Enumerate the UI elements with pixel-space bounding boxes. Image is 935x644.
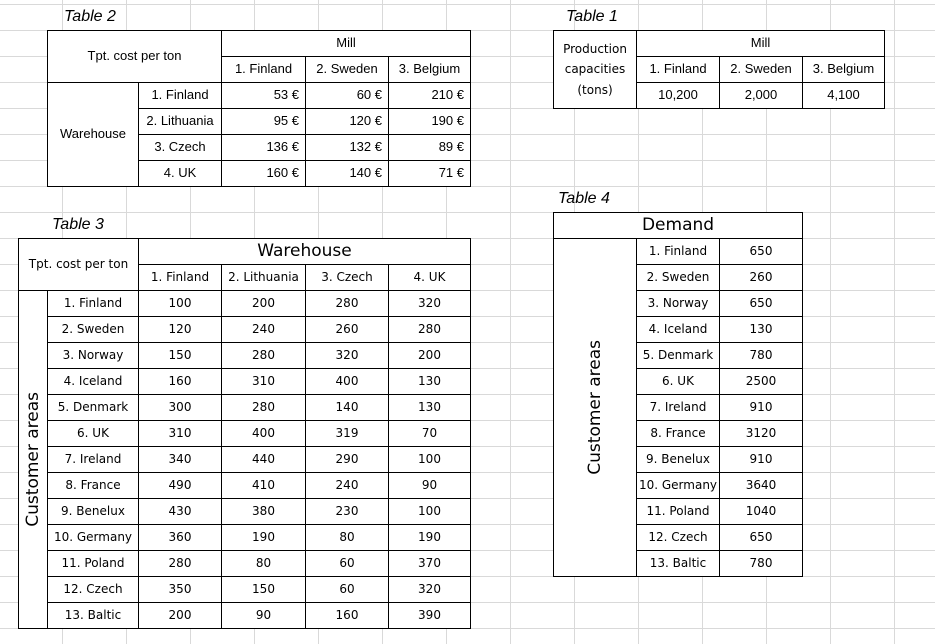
t2-cell: 136 € — [221, 134, 306, 161]
t2-cell: 71 € — [388, 160, 471, 187]
t2-cell: 95 € — [221, 108, 306, 135]
t2-cell: 140 € — [305, 160, 389, 187]
t3-cell: 390 — [388, 602, 471, 629]
t3-cell: 260 — [305, 316, 389, 343]
t1-corner-line: Production — [563, 41, 627, 56]
t3-cell: 490 — [138, 472, 222, 499]
t2-row-header: 4. UK — [138, 160, 222, 187]
t3-cell: 430 — [138, 498, 222, 525]
t3-cell: 100 — [388, 446, 471, 473]
t4-cell: 650 — [719, 524, 803, 551]
t3-cell: 310 — [221, 368, 306, 395]
t3-cell: 140 — [305, 394, 389, 421]
t3-row-header: 10. Germany — [47, 524, 139, 551]
t4-cell: 130 — [719, 316, 803, 343]
t4-side-header — [553, 238, 637, 577]
t3-cell: 90 — [388, 472, 471, 499]
t2-cell: 160 € — [221, 160, 306, 187]
t3-cell: 320 — [388, 290, 471, 317]
t3-cell: 100 — [138, 290, 222, 317]
t4-row-header: 13. Baltic — [636, 550, 720, 577]
t3-cell: 130 — [388, 368, 471, 395]
t1-cell: 4,100 — [802, 82, 885, 109]
t3-corner-label: Tpt. cost per ton — [18, 238, 139, 291]
t3-cell: 320 — [305, 342, 389, 369]
t2-row-header: 3. Czech — [138, 134, 222, 161]
t2-row-header: 2. Lithuania — [138, 108, 222, 135]
t4-row-header: 11. Poland — [636, 498, 720, 525]
t1-col-header: 1. Finland — [636, 56, 720, 83]
t3-cell: 200 — [138, 602, 222, 629]
t3-cell: 150 — [221, 576, 306, 603]
t2-cell: 60 € — [305, 82, 389, 109]
t4-cell: 3640 — [719, 472, 803, 499]
table2-title: Table 2 — [64, 8, 116, 25]
t3-cell: 400 — [221, 420, 306, 447]
t3-cell: 360 — [138, 524, 222, 551]
t3-side-header-label: Customer areas — [22, 392, 43, 527]
t3-cell: 240 — [305, 472, 389, 499]
t2-row-header: 1. Finland — [138, 82, 222, 109]
t3-cell: 320 — [388, 576, 471, 603]
t4-row-header: 6. UK — [636, 368, 720, 395]
t2-col-header: 1. Finland — [221, 56, 306, 83]
t4-row-header: 5. Denmark — [636, 342, 720, 369]
t3-col-header: 2. Lithuania — [221, 264, 306, 291]
t4-row-header: 7. Ireland — [636, 394, 720, 421]
t1-corner-line: capacities — [564, 62, 626, 77]
t3-cell: 160 — [138, 368, 222, 395]
t2-cell: 132 € — [305, 134, 389, 161]
t2-col-header: 2. Sweden — [305, 56, 389, 83]
t3-col-header: 3. Czech — [305, 264, 389, 291]
t3-cell: 410 — [221, 472, 306, 499]
t3-warehouse-header: Warehouse — [138, 238, 471, 265]
t4-cell: 3120 — [719, 420, 803, 447]
t4-cell: 910 — [719, 394, 803, 421]
t3-row-header: 11. Poland — [47, 550, 139, 577]
t3-cell: 60 — [305, 550, 389, 577]
t3-cell: 120 — [138, 316, 222, 343]
t3-cell: 70 — [388, 420, 471, 447]
table3-title: Table 3 — [52, 216, 104, 233]
t3-cell: 280 — [305, 290, 389, 317]
t3-cell: 380 — [221, 498, 306, 525]
table1-title: Table 1 — [566, 8, 618, 25]
t4-row-header: 10. Germany — [636, 472, 720, 499]
t3-row-header: 9. Benelux — [47, 498, 139, 525]
t3-cell: 80 — [305, 524, 389, 551]
t3-cell: 370 — [388, 550, 471, 577]
t3-cell: 340 — [138, 446, 222, 473]
t3-row-header: 6. UK — [47, 420, 139, 447]
t3-cell: 400 — [305, 368, 389, 395]
t4-row-header: 2. Sweden — [636, 264, 720, 291]
t4-cell: 1040 — [719, 498, 803, 525]
t3-cell: 280 — [388, 316, 471, 343]
t3-cell: 440 — [221, 446, 306, 473]
t2-cell: 120 € — [305, 108, 389, 135]
t4-row-header: 3. Norway — [636, 290, 720, 317]
t4-row-header: 12. Czech — [636, 524, 720, 551]
t2-col-header: 3. Belgium — [388, 56, 471, 83]
t1-col-header: 3. Belgium — [802, 56, 885, 83]
t1-corner-line: (tons) — [577, 82, 613, 97]
t2-cell: 53 € — [221, 82, 306, 109]
t3-cell: 130 — [388, 394, 471, 421]
t3-cell: 90 — [221, 602, 306, 629]
table4-title: Table 4 — [558, 190, 610, 207]
t4-cell: 2500 — [719, 368, 803, 395]
t3-cell: 300 — [138, 394, 222, 421]
t3-cell: 60 — [305, 576, 389, 603]
t4-row-header: 4. Iceland — [636, 316, 720, 343]
t3-cell: 190 — [221, 524, 306, 551]
t3-cell: 160 — [305, 602, 389, 629]
t4-row-header: 9. Benelux — [636, 446, 720, 473]
t2-cell: 190 € — [388, 108, 471, 135]
t3-row-header: 4. Iceland — [47, 368, 139, 395]
t4-cell: 910 — [719, 446, 803, 473]
t3-cell: 280 — [221, 394, 306, 421]
t1-cell: 10,200 — [636, 82, 720, 109]
t3-cell: 100 — [388, 498, 471, 525]
t3-row-header: 5. Denmark — [47, 394, 139, 421]
t1-col-header: 2. Sweden — [719, 56, 803, 83]
t2-cell: 210 € — [388, 82, 471, 109]
t2-corner-label: Tpt. cost per ton — [47, 30, 222, 83]
t4-cell: 260 — [719, 264, 803, 291]
t3-row-header: 12. Czech — [47, 576, 139, 603]
t3-row-header: 3. Norway — [47, 342, 139, 369]
t3-cell: 190 — [388, 524, 471, 551]
t4-row-header: 8. France — [636, 420, 720, 447]
t4-cell: 650 — [719, 238, 803, 265]
t2-cell: 89 € — [388, 134, 471, 161]
t3-cell: 350 — [138, 576, 222, 603]
t3-col-header: 4. UK — [388, 264, 471, 291]
t3-side-header — [18, 290, 48, 629]
t4-side-header-label: Customer areas — [584, 340, 605, 475]
t3-cell: 290 — [305, 446, 389, 473]
t1-corner-label — [553, 30, 637, 109]
t3-row-header: 8. France — [47, 472, 139, 499]
t3-row-header: 1. Finland — [47, 290, 139, 317]
t3-cell: 319 — [305, 420, 389, 447]
t1-cell: 2,000 — [719, 82, 803, 109]
t3-cell: 150 — [138, 342, 222, 369]
t4-demand-header: Demand — [553, 212, 803, 239]
t3-row-header: 7. Ireland — [47, 446, 139, 473]
t3-cell: 200 — [221, 290, 306, 317]
t4-row-header: 1. Finland — [636, 238, 720, 265]
t3-col-header: 1. Finland — [138, 264, 222, 291]
t3-cell: 200 — [388, 342, 471, 369]
t3-cell: 230 — [305, 498, 389, 525]
t3-cell: 280 — [138, 550, 222, 577]
t3-cell: 80 — [221, 550, 306, 577]
t4-cell: 780 — [719, 342, 803, 369]
t2-mill-header: Mill — [221, 30, 471, 57]
t4-cell: 780 — [719, 550, 803, 577]
t2-side-header: Warehouse — [47, 82, 139, 187]
t1-mill-header: Mill — [636, 30, 885, 57]
t3-row-header: 2. Sweden — [47, 316, 139, 343]
t3-cell: 310 — [138, 420, 222, 447]
t3-cell: 240 — [221, 316, 306, 343]
t3-row-header: 13. Baltic — [47, 602, 139, 629]
t4-cell: 650 — [719, 290, 803, 317]
t3-cell: 280 — [221, 342, 306, 369]
